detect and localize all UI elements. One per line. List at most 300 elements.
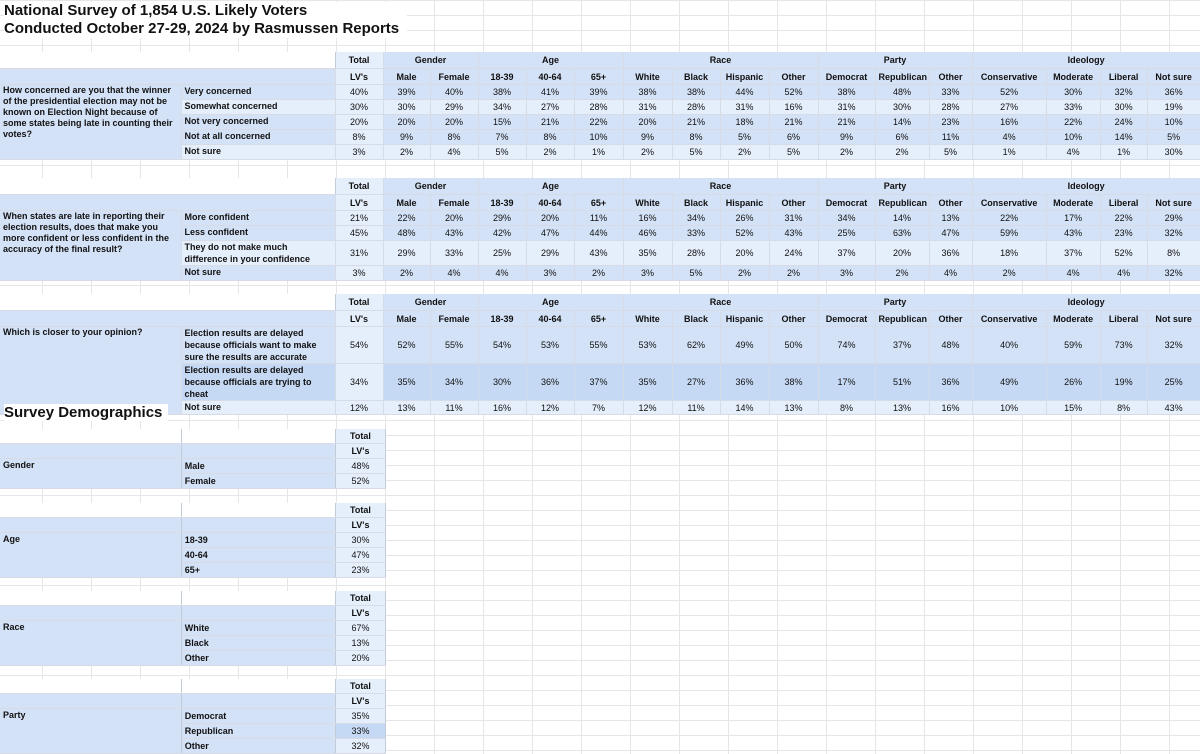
subgroup-value: 4% <box>929 266 972 281</box>
subgroup-value: 53% <box>526 327 574 364</box>
subgroup-header: Moderate <box>1046 195 1100 211</box>
question-3-body <box>0 327 1200 415</box>
subgroup-value: 48% <box>929 327 972 364</box>
subgroup-value: 2% <box>720 145 769 160</box>
subgroup-value: 41% <box>526 85 574 100</box>
subgroup-value: 40% <box>430 85 478 100</box>
subgroup-header: Black <box>672 195 720 211</box>
demo-item-value: 13% <box>335 636 385 651</box>
subgroup-value: 10% <box>1046 130 1100 145</box>
subgroup-value: 19% <box>1147 100 1200 115</box>
question-1-table <box>0 52 1200 160</box>
subgroup-value: 8% <box>672 130 720 145</box>
subgroup-header: Black <box>672 311 720 327</box>
demo-item-value: 52% <box>335 474 385 489</box>
demo-item-label: Republican <box>181 724 335 739</box>
subgroup-value: 30% <box>478 364 526 401</box>
subgroup-value: 47% <box>929 226 972 241</box>
subgroup-value: 55% <box>430 327 478 364</box>
subgroup-value: 2% <box>875 266 929 281</box>
subgroup-header: Black <box>672 69 720 85</box>
subgroup-value: 39% <box>574 85 623 100</box>
subgroup-value: 1% <box>1100 145 1147 160</box>
subgroup-value: 3% <box>526 266 574 281</box>
subgroup-header: 65+ <box>574 69 623 85</box>
subgroup-value: 30% <box>875 100 929 115</box>
total-value: 54% <box>335 327 383 364</box>
subgroup-header: White <box>623 195 672 211</box>
subgroup-header: 40-64 <box>526 311 574 327</box>
subgroup-value: 18% <box>720 115 769 130</box>
subgroup-value: 10% <box>574 130 623 145</box>
subgroup-value: 44% <box>720 85 769 100</box>
subgroup-value: 13% <box>769 401 818 415</box>
subgroup-header: Liberal <box>1100 69 1147 85</box>
subgroup-value: 4% <box>972 130 1046 145</box>
subgroup-value: 37% <box>875 327 929 364</box>
subgroup-header: Republican <box>875 195 929 211</box>
subgroup-value: 8% <box>1100 401 1147 415</box>
total-value: 45% <box>335 226 383 241</box>
subgroup-value: 10% <box>1147 115 1200 130</box>
subgroup-value: 20% <box>430 115 478 130</box>
question-text: How concerned are you that the winner of the presidential election may not be known on Election Night because of some states being late in counting their votes? <box>0 85 181 160</box>
subgroup-value: 62% <box>672 327 720 364</box>
subgroup-value: 2% <box>383 145 430 160</box>
answer-label: They do not make much difference in your confidence <box>181 241 335 266</box>
subgroup-value: 26% <box>1046 364 1100 401</box>
ideology-header: Ideology <box>972 52 1200 69</box>
subgroup-header: 18-39 <box>478 311 526 327</box>
subgroup-value: 8% <box>818 401 875 415</box>
subgroup-value: 20% <box>526 211 574 226</box>
subgroup-value: 16% <box>478 401 526 415</box>
subgroup-header: Republican <box>875 69 929 85</box>
subgroup-header: Democrat <box>818 69 875 85</box>
total-value: 20% <box>335 115 383 130</box>
subgroup-header: Conservative <box>972 69 1046 85</box>
total-value: 21% <box>335 211 383 226</box>
demo-spacer <box>0 503 181 518</box>
demo-total-row <box>0 679 386 694</box>
lvs-header: LV's <box>335 311 383 327</box>
subgroup-value: 52% <box>972 85 1046 100</box>
race-header: Race <box>623 294 818 311</box>
subgroup-value: 12% <box>526 401 574 415</box>
subgroup-value: 24% <box>769 241 818 266</box>
subgroup-value: 30% <box>1147 145 1200 160</box>
subgroup-value: 8% <box>526 130 574 145</box>
subgroup-header: Not sure <box>1147 195 1200 211</box>
subgroup-value: 6% <box>769 130 818 145</box>
subgroup-value: 2% <box>574 266 623 281</box>
subgroup-value: 5% <box>1147 130 1200 145</box>
subgroup-value: 73% <box>1100 327 1147 364</box>
subgroup-value: 28% <box>929 100 972 115</box>
age-header: Age <box>478 294 623 311</box>
subgroup-header: Conservative <box>972 195 1046 211</box>
subgroup-value: 21% <box>526 115 574 130</box>
total-value: 3% <box>335 266 383 281</box>
demo-item-label: Female <box>181 474 335 489</box>
demo-spacer <box>0 429 181 444</box>
subgroup-value: 49% <box>972 364 1046 401</box>
subgroup-value: 16% <box>972 115 1046 130</box>
subgroup-value: 13% <box>383 401 430 415</box>
answer-row <box>0 211 1200 226</box>
subgroup-value: 7% <box>574 401 623 415</box>
demo-row <box>0 621 386 636</box>
lvs-header: LV's <box>335 518 385 533</box>
subgroup-value: 5% <box>720 130 769 145</box>
subgroup-value: 30% <box>1100 100 1147 115</box>
subgroup-value: 32% <box>1147 266 1200 281</box>
question-text: Which is closer to your opinion? <box>0 327 181 415</box>
demographics-race-table <box>0 591 386 666</box>
subgroup-value: 34% <box>478 100 526 115</box>
question-1-body <box>0 85 1200 160</box>
demo-spacer <box>0 518 181 533</box>
ideology-header: Ideology <box>972 294 1200 311</box>
demo-row <box>0 709 386 724</box>
total-value: 40% <box>335 85 383 100</box>
subgroup-value: 52% <box>769 85 818 100</box>
subgroup-value: 53% <box>623 327 672 364</box>
subgroup-value: 52% <box>1100 241 1147 266</box>
subgroup-header: 18-39 <box>478 195 526 211</box>
subgroup-header: Democrat <box>818 195 875 211</box>
demo-item-label: 40-64 <box>181 548 335 563</box>
subgroup-value: 4% <box>1100 266 1147 281</box>
demo-item-label: Black <box>181 636 335 651</box>
answer-row <box>0 85 1200 100</box>
subgroup-header: Moderate <box>1046 311 1100 327</box>
subgroup-header: Other <box>929 311 972 327</box>
subgroup-value: 15% <box>478 115 526 130</box>
subgroup-value: 22% <box>1046 115 1100 130</box>
subgroup-value: 48% <box>875 85 929 100</box>
subgroup-value: 29% <box>430 100 478 115</box>
subgroup-value: 33% <box>672 226 720 241</box>
subgroup-header: Hispanic <box>720 69 769 85</box>
subgroup-value: 10% <box>972 401 1046 415</box>
demo-item-label: 65+ <box>181 563 335 578</box>
demo-item-value: 35% <box>335 709 385 724</box>
gender-header: Gender <box>383 52 478 69</box>
subgroup-header: Not sure <box>1147 311 1200 327</box>
subgroup-header: Other <box>769 311 818 327</box>
subgroup-header-row <box>0 311 1200 327</box>
subgroup-header: Other <box>769 195 818 211</box>
subgroup-value: 40% <box>972 327 1046 364</box>
answer-label: Not sure <box>181 145 335 160</box>
subgroup-header: Female <box>430 195 478 211</box>
subgroup-value: 25% <box>478 241 526 266</box>
subgroup-value: 28% <box>672 241 720 266</box>
subgroup-value: 49% <box>720 327 769 364</box>
subgroup-value: 32% <box>1147 226 1200 241</box>
subgroup-value: 74% <box>818 327 875 364</box>
total-header: Total <box>335 294 383 311</box>
subgroup-header: White <box>623 69 672 85</box>
subgroup-value: 20% <box>623 115 672 130</box>
group-header-row <box>0 52 1200 69</box>
demo-spacer <box>181 503 335 518</box>
subgroup-value: 36% <box>1147 85 1200 100</box>
subgroup-value: 24% <box>1100 115 1147 130</box>
demo-spacer <box>0 694 181 709</box>
subgroup-header: Not sure <box>1147 69 1200 85</box>
subgroup-value: 43% <box>574 241 623 266</box>
total-value: 30% <box>335 100 383 115</box>
subgroup-value: 21% <box>818 115 875 130</box>
ideology-header: Ideology <box>972 178 1200 195</box>
subgroup-value: 35% <box>383 364 430 401</box>
subgroup-value: 21% <box>769 115 818 130</box>
subgroup-value: 38% <box>672 85 720 100</box>
demo-item-value: 20% <box>335 651 385 666</box>
demo-item-value: 32% <box>335 739 385 754</box>
demo-item-label: 18-39 <box>181 533 335 548</box>
total-value: 31% <box>335 241 383 266</box>
subgroup-value: 33% <box>929 85 972 100</box>
demo-group-name: Party <box>0 709 181 754</box>
subgroup-value: 52% <box>720 226 769 241</box>
total-value: 34% <box>335 364 383 401</box>
subgroup-value: 6% <box>875 130 929 145</box>
subgroup-header: Other <box>929 69 972 85</box>
subgroup-header-row <box>0 69 1200 85</box>
subgroup-header: 40-64 <box>526 195 574 211</box>
subgroup-header: 65+ <box>574 311 623 327</box>
subgroup-value: 38% <box>623 85 672 100</box>
race-header: Race <box>623 52 818 69</box>
subgroup-header: Conservative <box>972 311 1046 327</box>
question-2-body <box>0 211 1200 281</box>
answer-label: Not very concerned <box>181 115 335 130</box>
subgroup-value: 38% <box>818 85 875 100</box>
subgroup-header: Democrat <box>818 311 875 327</box>
lvs-header: LV's <box>335 694 385 709</box>
subgroup-value: 20% <box>875 241 929 266</box>
subgroup-value: 25% <box>818 226 875 241</box>
subgroup-value: 51% <box>875 364 929 401</box>
subgroup-value: 17% <box>1046 211 1100 226</box>
answer-label: Not sure <box>181 401 335 415</box>
lvs-header: LV's <box>335 195 383 211</box>
subgroup-value: 22% <box>383 211 430 226</box>
party-header: Party <box>818 178 972 195</box>
subgroup-value: 22% <box>574 115 623 130</box>
race-header: Race <box>623 178 818 195</box>
subgroup-header: Hispanic <box>720 311 769 327</box>
subgroup-value: 43% <box>769 226 818 241</box>
total-header: Total <box>335 503 385 518</box>
subgroup-header: Moderate <box>1046 69 1100 85</box>
demo-spacer <box>181 444 335 459</box>
subgroup-value: 13% <box>929 211 972 226</box>
total-header: Total <box>335 429 385 444</box>
demo-spacer <box>0 591 181 606</box>
subgroup-value: 2% <box>769 266 818 281</box>
subgroup-value: 2% <box>875 145 929 160</box>
demo-item-label: Other <box>181 739 335 754</box>
answer-row <box>0 327 1200 364</box>
demo-item-label: Male <box>181 459 335 474</box>
subgroup-value: 43% <box>430 226 478 241</box>
subgroup-value: 14% <box>1100 130 1147 145</box>
subgroup-value: 33% <box>1046 100 1100 115</box>
subgroup-value: 19% <box>1100 364 1147 401</box>
subgroup-value: 2% <box>383 266 430 281</box>
subgroup-value: 31% <box>720 100 769 115</box>
subgroup-value: 15% <box>1046 401 1100 415</box>
total-header: Total <box>335 591 385 606</box>
subgroup-value: 35% <box>623 364 672 401</box>
subgroup-value: 42% <box>478 226 526 241</box>
subgroup-value: 2% <box>972 266 1046 281</box>
demo-spacer <box>181 679 335 694</box>
subgroup-value: 7% <box>478 130 526 145</box>
subgroup-value: 44% <box>574 226 623 241</box>
subgroup-header: 18-39 <box>478 69 526 85</box>
question-text: When states are late in reporting their election results, does that make you more confident or less confident in the accuracy of the final result? <box>0 211 181 281</box>
answer-label: Not sure <box>181 266 335 281</box>
subgroup-value: 14% <box>875 211 929 226</box>
demo-spacer <box>181 694 335 709</box>
subgroup-value: 30% <box>1046 85 1100 100</box>
total-value: 3% <box>335 145 383 160</box>
demo-item-value: 33% <box>335 724 385 739</box>
subgroup-value: 29% <box>526 241 574 266</box>
answer-label: Very concerned <box>181 85 335 100</box>
answer-label: Less confident <box>181 226 335 241</box>
demographics-party-table <box>0 679 386 754</box>
subgroup-value: 48% <box>383 226 430 241</box>
total-header: Total <box>335 178 383 195</box>
subgroup-value: 4% <box>430 266 478 281</box>
subgroup-value: 59% <box>1046 327 1100 364</box>
subgroup-value: 4% <box>430 145 478 160</box>
subgroup-header: Liberal <box>1100 311 1147 327</box>
subgroup-header: Female <box>430 69 478 85</box>
demo-row <box>0 533 386 548</box>
demographics-heading: Survey Demographics <box>4 404 168 421</box>
subgroup-value: 47% <box>526 226 574 241</box>
subgroup-value: 33% <box>430 241 478 266</box>
demo-spacer <box>0 679 181 694</box>
subgroup-value: 4% <box>1046 266 1100 281</box>
subgroup-header: Male <box>383 69 430 85</box>
demographics-age-table <box>0 503 386 578</box>
subgroup-value: 39% <box>383 85 430 100</box>
subgroup-header-row <box>0 195 1200 211</box>
subgroup-value: 63% <box>875 226 929 241</box>
demo-item-value: 48% <box>335 459 385 474</box>
gender-header: Gender <box>383 294 478 311</box>
demo-item-label: White <box>181 621 335 636</box>
demo-spacer <box>181 429 335 444</box>
subgroup-value: 38% <box>478 85 526 100</box>
subgroup-value: 13% <box>875 401 929 415</box>
subgroup-value: 9% <box>818 130 875 145</box>
subgroup-value: 5% <box>672 145 720 160</box>
subgroup-value: 3% <box>818 266 875 281</box>
subgroup-value: 22% <box>1100 211 1147 226</box>
demo-group-name: Gender <box>0 459 181 489</box>
demo-item-value: 30% <box>335 533 385 548</box>
total-header: Total <box>335 52 383 69</box>
subgroup-value: 2% <box>526 145 574 160</box>
question-2-table <box>0 178 1200 281</box>
demo-item-label: Democrat <box>181 709 335 724</box>
subgroup-value: 59% <box>972 226 1046 241</box>
subgroup-value: 21% <box>672 115 720 130</box>
subgroup-value: 14% <box>875 115 929 130</box>
subgroup-value: 31% <box>623 100 672 115</box>
subgroup-value: 34% <box>430 364 478 401</box>
demo-item-value: 23% <box>335 563 385 578</box>
subgroup-value: 38% <box>769 364 818 401</box>
subgroup-value: 25% <box>1147 364 1200 401</box>
subgroup-value: 8% <box>430 130 478 145</box>
subgroup-value: 55% <box>574 327 623 364</box>
lvs-header: LV's <box>335 69 383 85</box>
answer-label: Election results are delayed because officials are trying to cheat <box>181 364 335 401</box>
subgroup-header: Female <box>430 311 478 327</box>
demo-lvs-row <box>0 518 386 533</box>
subgroup-header: Male <box>383 195 430 211</box>
gender-header: Gender <box>383 178 478 195</box>
demo-lvs-row <box>0 606 386 621</box>
subgroup-value: 31% <box>769 211 818 226</box>
subgroup-value: 26% <box>720 211 769 226</box>
subgroup-value: 34% <box>672 211 720 226</box>
subgroup-value: 11% <box>672 401 720 415</box>
subgroup-value: 8% <box>1147 241 1200 266</box>
subgroup-value: 50% <box>769 327 818 364</box>
subgroup-header: Republican <box>875 311 929 327</box>
subgroup-value: 2% <box>623 145 672 160</box>
demographics-gender-table <box>0 429 386 489</box>
demo-item-label: Other <box>181 651 335 666</box>
subgroup-value: 2% <box>720 266 769 281</box>
subgroup-header: White <box>623 311 672 327</box>
subgroup-value: 37% <box>1046 241 1100 266</box>
answer-label: Election results are delayed because officials want to make sure the results are accurate <box>181 327 335 364</box>
subgroup-header: Hispanic <box>720 195 769 211</box>
demo-total-row <box>0 503 386 518</box>
subgroup-value: 20% <box>383 115 430 130</box>
subgroup-value: 31% <box>818 100 875 115</box>
subgroup-value: 29% <box>1147 211 1200 226</box>
subgroup-value: 37% <box>818 241 875 266</box>
answer-label: Not at all concerned <box>181 130 335 145</box>
subgroup-value: 9% <box>383 130 430 145</box>
total-value: 8% <box>335 130 383 145</box>
subgroup-value: 4% <box>478 266 526 281</box>
subgroup-value: 4% <box>1046 145 1100 160</box>
demo-spacer <box>181 606 335 621</box>
party-header: Party <box>818 52 972 69</box>
subgroup-value: 29% <box>478 211 526 226</box>
demo-item-value: 47% <box>335 548 385 563</box>
demo-group-name: Race <box>0 621 181 666</box>
subgroup-header: Male <box>383 311 430 327</box>
demo-row <box>0 459 386 474</box>
subgroup-value: 1% <box>972 145 1046 160</box>
subgroup-value: 2% <box>818 145 875 160</box>
